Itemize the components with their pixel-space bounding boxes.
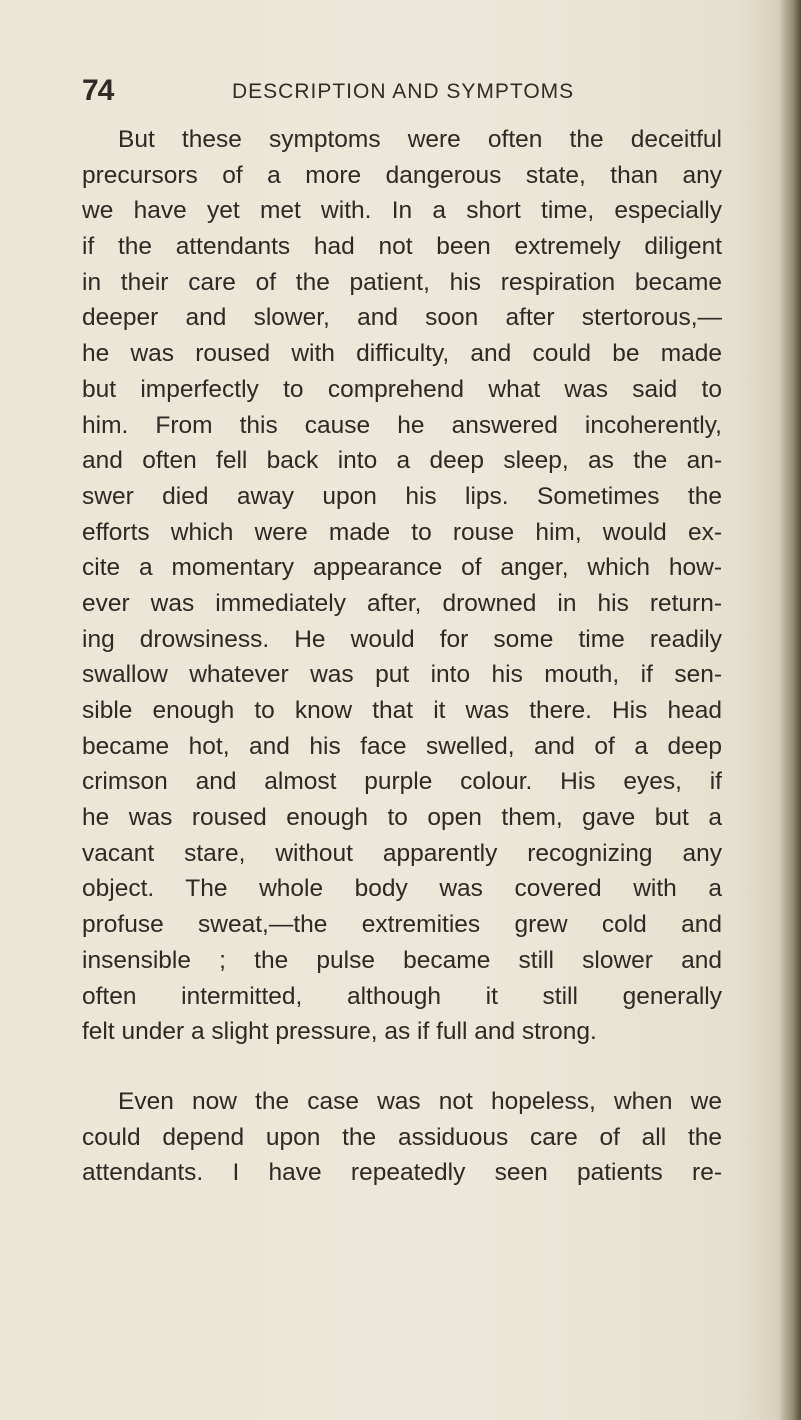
text-line: efforts which were made to rouse him, would ex- (82, 518, 722, 546)
text-line: but imperfectly to comprehend what was said to (82, 375, 722, 403)
text-line: felt under a slight pressure, as if full and strong. (82, 1018, 597, 1046)
text-line: vacant stare, without apparently recognizing any (82, 839, 722, 867)
text-line: in their care of the patient, his respiration became (82, 268, 722, 296)
text-line: ever was immediately after, drowned in his return- (82, 589, 722, 617)
paragraph-1 (82, 122, 722, 1050)
text-line: we have yet met with. In a short time, especially (82, 197, 722, 225)
text-line: he was roused with difficulty, and could be made (82, 340, 722, 368)
text-line: swer died away upon his lips. Sometimes the (82, 482, 722, 510)
text-line: if the attendants had not been extremely diligent (82, 233, 722, 261)
paragraph-gap (82, 1050, 722, 1084)
text-line: insensible ; the pulse became still slower and (82, 946, 722, 974)
text-line: Even now the case was not hopeless, when we (118, 1087, 722, 1115)
text-line: attendants. I have repeatedly seen patients re- (82, 1159, 722, 1187)
text-line: sible enough to know that it was there. His head (82, 697, 722, 724)
page-number: 74 (82, 74, 114, 107)
text-line: profuse sweat,—the extremities grew cold and (82, 911, 722, 939)
text-line: But these symptoms were often the deceitful (118, 126, 722, 153)
text-line: became hot, and his face swelled, and of a deep (82, 732, 722, 760)
text-line: could depend upon the assiduous care of all the (82, 1123, 722, 1151)
running-head: DESCRIPTION AND SYMPTOMS (232, 80, 575, 103)
page-header (82, 74, 702, 108)
page-edge-shadow (779, 0, 801, 1420)
text-line: cite a momentary appearance of anger, which how- (82, 554, 722, 582)
body-text (82, 122, 722, 1191)
text-line: object. The whole body was covered with a (82, 875, 722, 903)
text-line: deeper and slower, and soon after stertorous,— (82, 304, 722, 332)
text-line: precursors of a more dangerous state, than any (82, 161, 722, 189)
paragraph-2 (82, 1084, 722, 1191)
text-line: and often fell back into a deep sleep, as the an- (82, 447, 722, 475)
text-line: crimson and almost purple colour. His eyes, if (82, 768, 722, 796)
text-line: often intermitted, although it still generally (82, 982, 722, 1010)
text-line: him. From this cause he answered incoherently, (82, 411, 722, 439)
text-line: he was roused enough to open them, gave but a (82, 804, 722, 832)
text-line: swallow whatever was put into his mouth, if sen- (82, 661, 722, 689)
text-line: ing drowsiness. He would for some time readily (82, 625, 722, 653)
